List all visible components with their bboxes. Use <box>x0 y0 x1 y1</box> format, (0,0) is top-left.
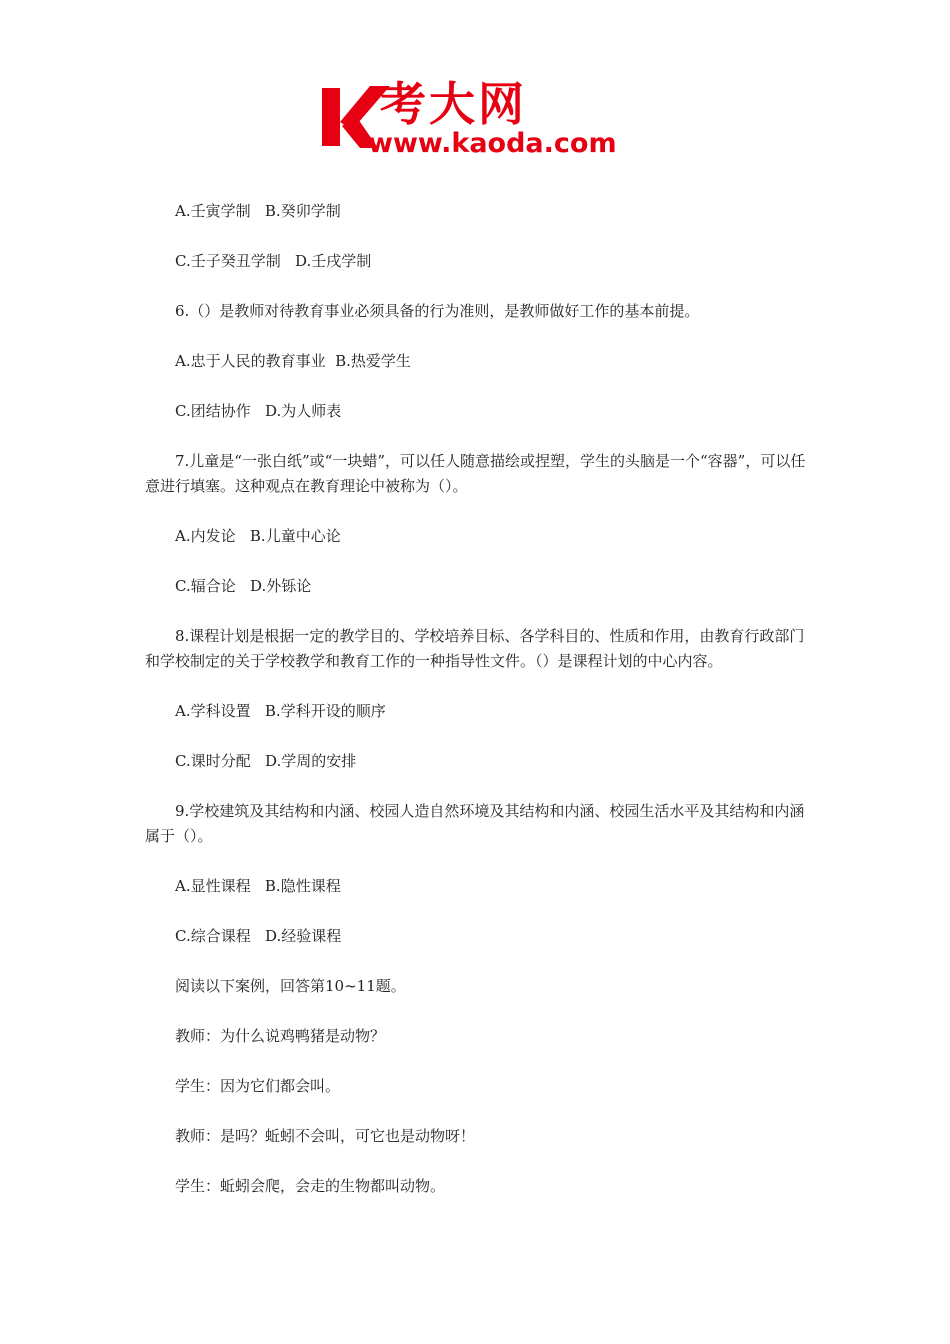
option-line: C.课时分配 D.学周的安排 <box>175 752 357 770</box>
option-line: A.显性课程 B.隐性课程 <box>175 877 341 895</box>
site-logo <box>318 78 638 160</box>
question-7: 7.儿童是“一张白纸”或“一块蜡”，可以任人随意描绘或捏塑，学生的头脑是一个“容器”，可以任意进行填塞。这种观点在教育理论中被称为（）。 <box>145 452 806 495</box>
option-line: A.壬寅学制 B.癸卯学制 <box>175 202 341 220</box>
question-8: 8.课程计划是根据一定的教学目的、学校培养目标、各学科目的、性质和作用，由教育行政部门和学校制定的关于学校教学和教育工作的一种指导性文件。（）是课程计划的中心内容。 <box>145 627 805 670</box>
option-line: A.学科设置 B.学科开设的顺序 <box>175 702 386 720</box>
option-line: A.内发论 B.儿童中心论 <box>175 527 341 545</box>
question-9: 9.学校建筑及其结构和内涵、校园人造自然环境及其结构和内涵、校园生活水平及其结构和内涵属于（）。 <box>145 802 805 845</box>
dialogue-line: 学生：因为它们都会叫。 <box>175 1077 341 1095</box>
option-line: C.辐合论 D.外铄论 <box>175 577 312 595</box>
dialogue-line: 教师：是吗？蚯蚓不会叫，可它也是动物呀！ <box>175 1127 476 1145</box>
logo-url: www.kaoda.com <box>368 128 617 159</box>
document-body <box>145 199 807 1224</box>
option-line: A.忠于人民的教育事业 B.热爱学生 <box>175 352 411 370</box>
option-line: C.团结协作 D.为人师表 <box>175 402 342 420</box>
option-line: C.壬子癸丑学制 D.壬戌学制 <box>175 252 372 270</box>
logo-brand-name: 考大网 <box>380 77 527 131</box>
option-line: C.综合课程 D.经验课程 <box>175 927 342 945</box>
dialogue-line: 学生：蚯蚓会爬，会走的生物都叫动物。 <box>175 1177 446 1195</box>
question-6: 6.（）是教师对待教育事业必须具备的行为准则，是教师做好工作的基本前提。 <box>175 302 700 320</box>
case-intro: 阅读以下案例，回答第10~11题。 <box>175 977 406 995</box>
dialogue-line: 教师：为什么说鸡鸭猪是动物？ <box>175 1027 386 1045</box>
